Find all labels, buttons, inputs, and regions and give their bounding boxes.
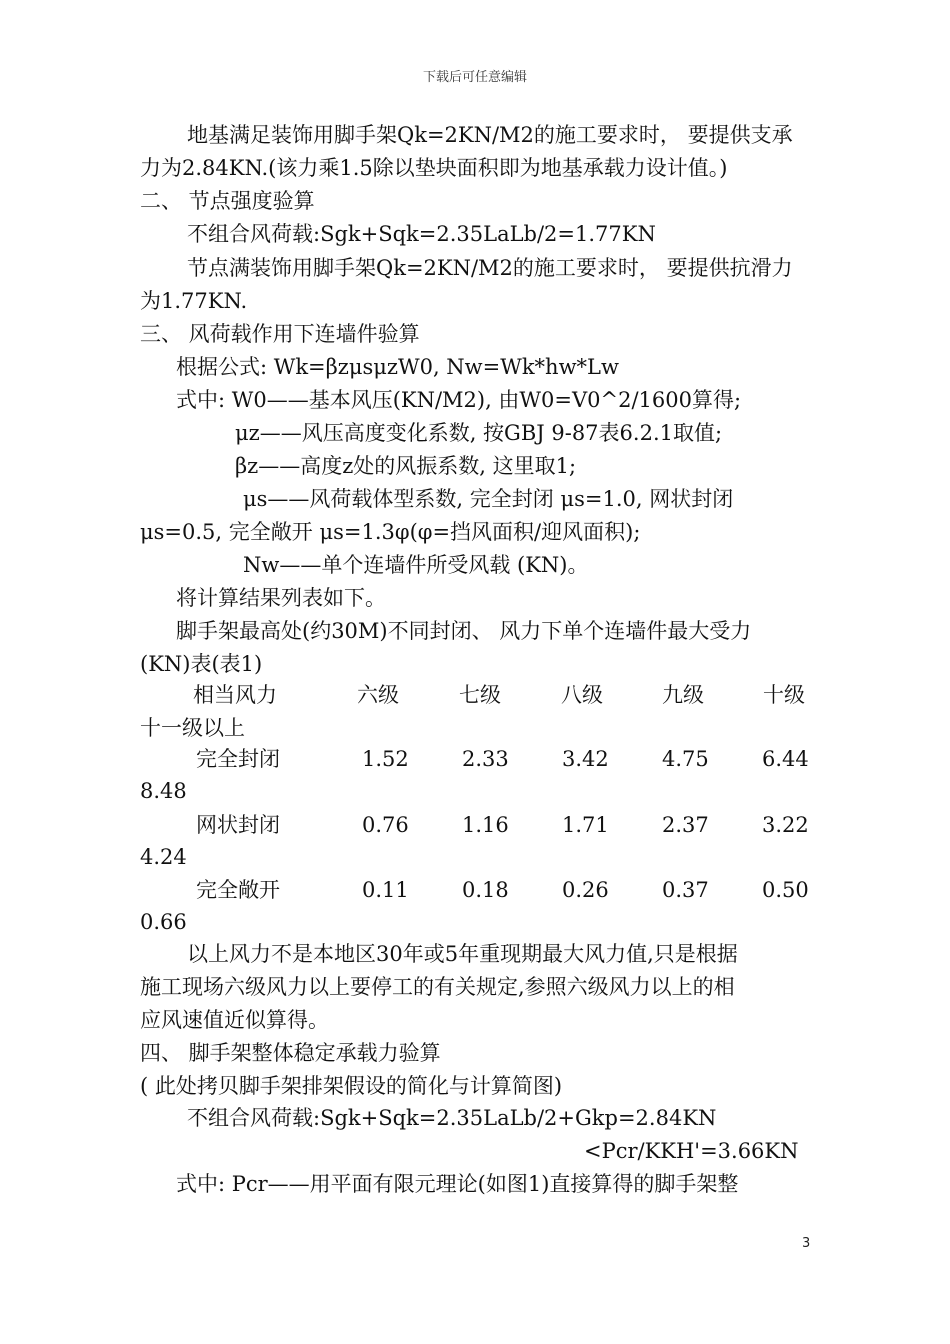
table-cell: 0.37 bbox=[662, 878, 709, 902]
page-header: 下载后可任意编辑 bbox=[422, 70, 527, 85]
table-row-label: 网状封闭 bbox=[196, 813, 280, 837]
text-line: 根据公式: Wk=βzμsμzW0, Nw=Wk*hw*Lw bbox=[176, 355, 619, 379]
table-header-cell: 十一级以上 bbox=[140, 716, 245, 740]
table-header-cell: 九级 bbox=[662, 683, 704, 707]
table-header-cell: 八级 bbox=[561, 683, 603, 707]
table-row-label: 完全敞开 bbox=[196, 878, 280, 902]
text-line: 脚手架最高处(约30M)不同封闭、 风力下单个连墙件最大受力 bbox=[176, 619, 752, 643]
table-header-cell: 六级 bbox=[357, 683, 399, 707]
table-cell: 3.42 bbox=[562, 747, 609, 771]
page-number: 3 bbox=[802, 1236, 811, 1251]
table-cell: 3.22 bbox=[762, 813, 809, 837]
text-line: 式中: W0——基本风压(KN/M2), 由W0=V0^2/1600算得; bbox=[176, 388, 742, 412]
text-line: μs——风荷载体型系数, 完全封闭 μs=1.0, 网状封闭 bbox=[243, 487, 734, 511]
text-line: 地基满足装饰用脚手架Qk=2KN/M2的施工要求时， 要提供支承 bbox=[187, 123, 793, 147]
table-cell: 0.18 bbox=[462, 878, 509, 902]
text-line: 力为2.84KN.(该力乘1.5除以垫块面积即为地基承载力设计值。) bbox=[140, 156, 728, 180]
table-cell: 1.71 bbox=[562, 813, 609, 837]
table-header-cell: 相当风力 bbox=[193, 683, 277, 707]
text-line: 节点满装饰用脚手架Qk=2KN/M2的施工要求时， 要提供抗滑力 bbox=[187, 256, 793, 280]
table-cell: 2.33 bbox=[462, 747, 509, 771]
text-line: Nw——单个连墙件所受风载 (KN)。 bbox=[243, 553, 589, 577]
text-line: <Pcr/KKH'=3.66KN bbox=[584, 1139, 799, 1163]
text-line: βz——高度z处的风振系数, 这里取1; bbox=[235, 454, 577, 478]
table-cell: 0.11 bbox=[362, 878, 409, 902]
table-cell: 6.44 bbox=[762, 747, 809, 771]
table-cell: 8.48 bbox=[140, 779, 187, 803]
table-row-label: 完全封闭 bbox=[196, 747, 280, 771]
text-line: 以上风力不是本地区30年或5年重现期最大风力值,只是根据 bbox=[187, 942, 738, 966]
table-header-cell: 七级 bbox=[459, 683, 501, 707]
text-line: 施工现场六级风力以上要停工的有关规定,参照六级风力以上的相 bbox=[140, 975, 735, 999]
table-cell: 2.37 bbox=[662, 813, 709, 837]
text-line: 不组合风荷载:Sgk+Sqk=2.35LaLb/2=1.77KN bbox=[187, 222, 656, 246]
table-cell: 0.76 bbox=[362, 813, 409, 837]
text-line: 应风速值近似算得。 bbox=[140, 1008, 329, 1032]
text-line: μs=0.5, 完全敞开 μs=1.3φ(φ=挡风面积/迎风面积); bbox=[140, 520, 641, 544]
table-cell: 4.24 bbox=[140, 845, 187, 869]
text-line: 不组合风荷载:Sgk+Sqk=2.35LaLb/2+Gkp=2.84KN bbox=[187, 1106, 717, 1130]
text-line: μz——风压高度变化系数, 按GBJ 9-87表6.2.1取值; bbox=[235, 421, 723, 445]
table-cell: 0.50 bbox=[762, 878, 809, 902]
table-cell: 0.66 bbox=[140, 910, 187, 934]
table-cell: 4.75 bbox=[662, 747, 709, 771]
text-line: 将计算结果列表如下。 bbox=[176, 586, 386, 610]
text-line: (KN)表(表1) bbox=[140, 652, 263, 676]
text-line: 式中: Pcr——用平面有限元理论(如图1)直接算得的脚手架整 bbox=[176, 1172, 739, 1196]
table-cell: 1.16 bbox=[462, 813, 509, 837]
table-cell: 0.26 bbox=[562, 878, 609, 902]
section-heading: 四、 脚手架整体稳定承载力验算 bbox=[140, 1041, 441, 1065]
table-cell: 1.52 bbox=[362, 747, 409, 771]
table-header-cell: 十级 bbox=[763, 683, 805, 707]
text-line: ( 此处拷贝脚手架排架假设的简化与计算简图) bbox=[140, 1074, 563, 1098]
text-line: 为1.77KN. bbox=[140, 289, 248, 313]
section-heading: 二、 节点强度验算 bbox=[140, 189, 315, 213]
section-heading: 三、 风荷载作用下连墙件验算 bbox=[140, 322, 420, 346]
